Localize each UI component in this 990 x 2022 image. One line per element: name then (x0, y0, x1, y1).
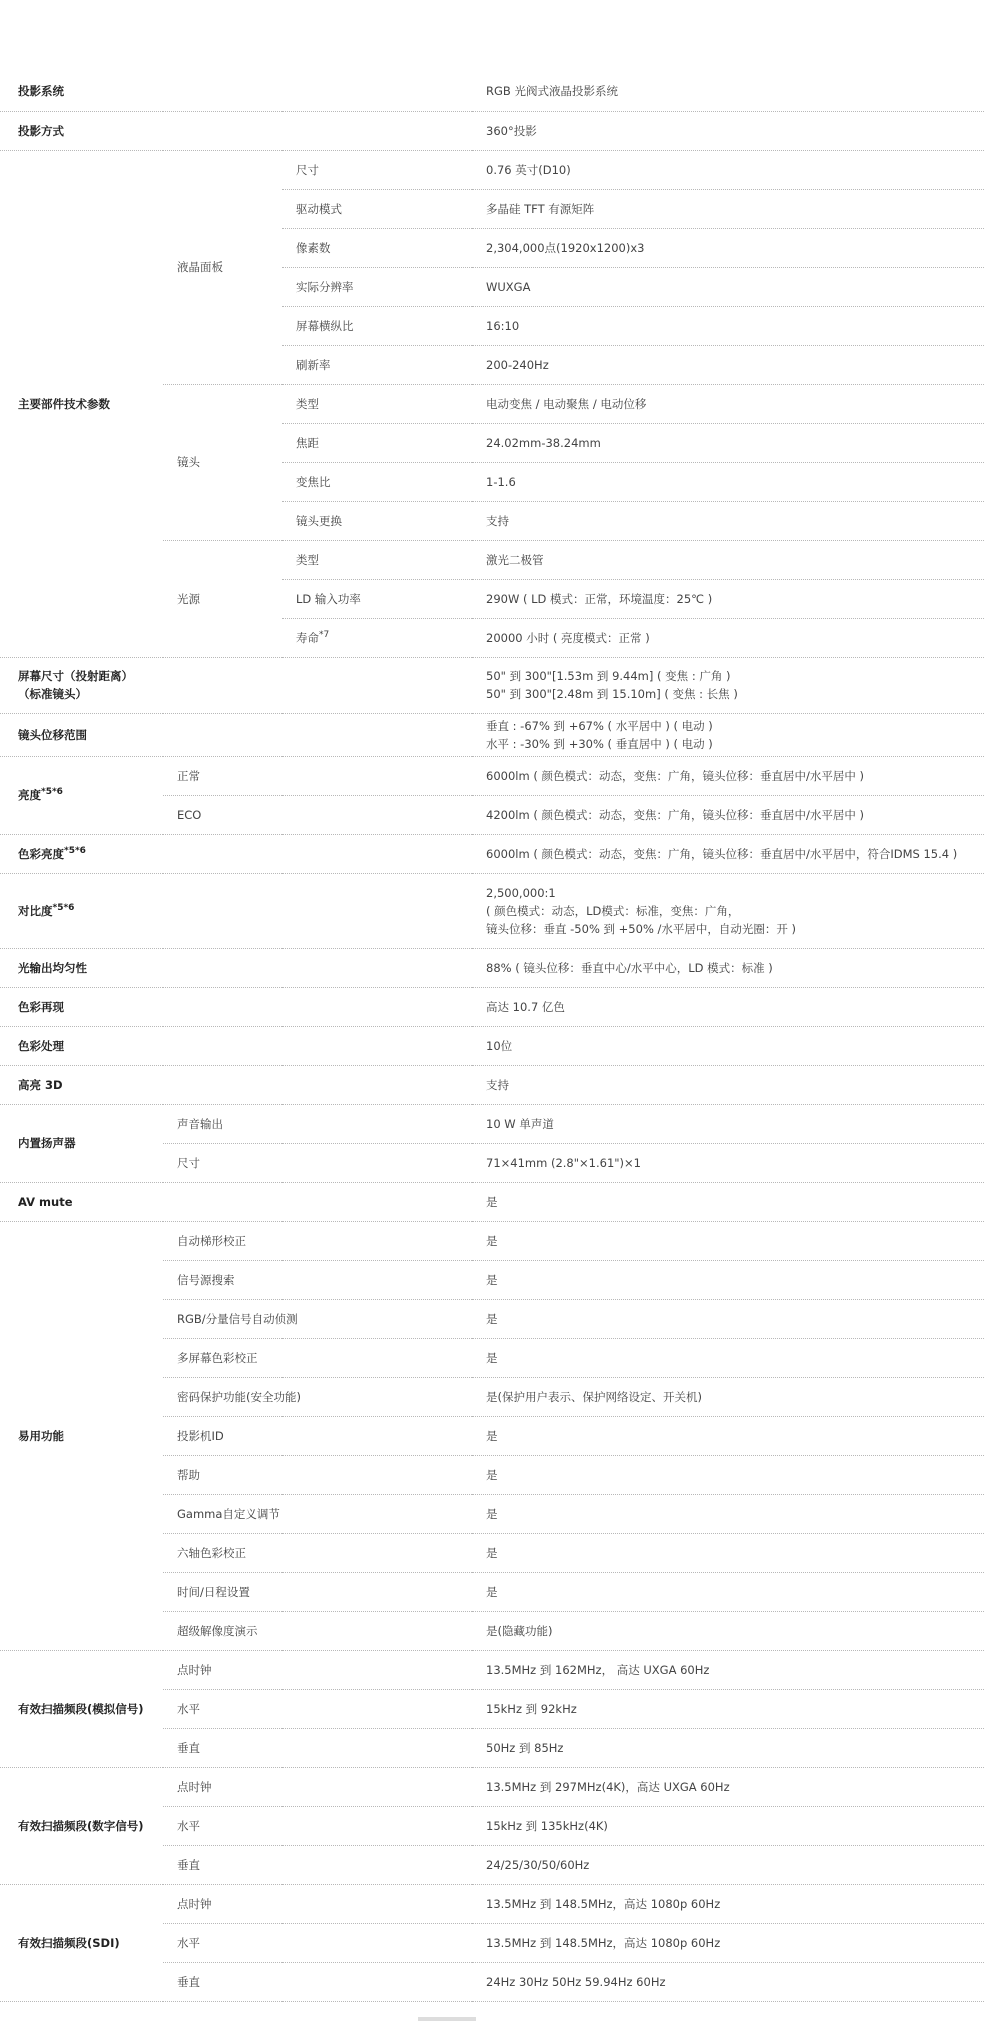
spec-text: 50" 到 300"[1.53m 到 9.44m] ( 变焦 : 广角 ) (486, 669, 731, 683)
spec-subcategory (163, 1104, 472, 1143)
spec-text: 15kHz 到 92kHz (486, 1701, 577, 1716)
spec-value (472, 1923, 984, 1962)
spec-text: 高亮 3D (18, 1077, 63, 1092)
spec-value (472, 713, 984, 756)
spec-text: RGB/分量信号自动侦测 (177, 1311, 298, 1326)
spec-text: 20000 小时 ( 亮度模式：正常 ) (486, 630, 650, 645)
spec-text: ECO (177, 807, 202, 822)
spec-row (0, 1221, 984, 1260)
spec-text: 镜头位移：垂直 -50% 到 +50% /水平居中，自动光圈：开 ) (486, 921, 797, 936)
spec-subcategory (163, 1572, 472, 1611)
spec-value (472, 1611, 984, 1650)
spec-text: 亮度 (18, 788, 41, 802)
spec-text: 液晶面板 (177, 260, 223, 274)
spec-value (472, 756, 984, 795)
spec-subcategory (163, 1689, 472, 1728)
spec-text: 是 (486, 1428, 498, 1443)
spec-value (472, 1338, 984, 1377)
spec-text: 88% ( 镜头位移：垂直中心/水平中心，LD 模式：标准 ) (486, 960, 773, 975)
spec-text: 6000lm ( 颜色模式：动态，变焦：广角，镜头位移：垂直居中/水平居中 ) (486, 768, 864, 783)
spec-category (0, 150, 163, 657)
spec-text: 焦距 (296, 435, 319, 450)
spec-text: 尺寸 (296, 162, 319, 177)
spec-text: 是 (486, 1350, 498, 1365)
spec-text: 290W ( LD 模式：正常，环境温度：25℃ ) (486, 591, 713, 606)
spec-category (0, 834, 472, 873)
spec-value (472, 579, 984, 618)
spec-value (472, 1962, 984, 2001)
spec-value (472, 1728, 984, 1767)
spec-value (472, 1650, 984, 1689)
spec-value (472, 384, 984, 423)
spec-value (472, 462, 984, 501)
spec-text: 屏幕横纵比 (296, 318, 354, 333)
spec-text: 高达 10.7 亿色 (486, 999, 565, 1014)
spec-text: 多晶硅 TFT 有源矩阵 (486, 201, 595, 216)
spec-value (472, 72, 984, 111)
spec-subcategory (163, 1494, 472, 1533)
spec-text: 激光二极管 (486, 552, 544, 567)
spec-table (0, 72, 984, 2002)
spec-item (282, 306, 472, 345)
footnote-mark: *5*6 (41, 787, 63, 798)
spec-category (0, 756, 163, 834)
spec-row (0, 713, 984, 756)
spec-subcategory (163, 1533, 472, 1572)
spec-item (282, 423, 472, 462)
spec-text: LD 输入功率 (296, 591, 361, 606)
spec-text: Gamma自定义调节 (177, 1506, 280, 1521)
spec-value (472, 1494, 984, 1533)
spec-text: 色彩再现 (18, 999, 64, 1014)
spec-text: 尺寸 (177, 1155, 200, 1170)
spec-category (0, 1884, 163, 2001)
spec-text: 支持 (486, 1077, 509, 1092)
spec-row (0, 1026, 984, 1065)
spec-text: 时间/日程设置 (177, 1584, 250, 1599)
spec-row (0, 1065, 984, 1104)
spec-value (472, 1767, 984, 1806)
spec-text: 类型 (296, 396, 319, 411)
spec-text: 投影机ID (177, 1428, 224, 1443)
footer-scroll-tab (418, 2017, 476, 2021)
spec-category (0, 1767, 163, 1884)
spec-value (472, 189, 984, 228)
spec-text: 投影方式 (18, 123, 64, 138)
spec-subcategory (163, 1299, 472, 1338)
spec-value (472, 1104, 984, 1143)
spec-value (472, 306, 984, 345)
spec-text: 内置扬声器 (18, 1136, 76, 1150)
spec-value (472, 1377, 984, 1416)
spec-text: 13.5MHz 到 297MHz(4K)，高达 UXGA 60Hz (486, 1779, 730, 1794)
spec-text: 50" 到 300"[2.48m 到 15.10m] ( 变焦 : 长焦 ) (486, 687, 738, 701)
spec-value (472, 1533, 984, 1572)
spec-text: 寿命 (296, 630, 319, 645)
spec-text: 色彩处理 (18, 1038, 64, 1053)
spec-value (472, 834, 984, 873)
spec-value (472, 228, 984, 267)
spec-text: 水平 : -30% 到 +30% ( 垂直居中 ) ( 电动 ) (486, 736, 713, 751)
spec-row (0, 756, 984, 795)
spec-text: 主要部件技术参数 (18, 396, 110, 411)
spec-subcategory (163, 540, 282, 657)
spec-text: 13.5MHz 到 148.5MHz，高达 1080p 60Hz (486, 1896, 721, 1911)
spec-category (0, 873, 472, 948)
spec-text: 超级解像度演示 (177, 1623, 258, 1638)
spec-text: 是(保护用户表示、保护网络设定、开关机) (486, 1389, 702, 1404)
footnote-mark: *5*6 (64, 845, 86, 856)
spec-text: 是 (486, 1233, 498, 1248)
spec-text: 支持 (486, 513, 509, 528)
spec-text: 是 (486, 1272, 498, 1287)
spec-text: 有效扫描频段(模拟信号) (18, 1701, 144, 1716)
spec-value (472, 1455, 984, 1494)
spec-subcategory (163, 1728, 472, 1767)
spec-item (282, 267, 472, 306)
spec-text: WUXGA (486, 279, 531, 294)
spec-text: 点时钟 (177, 1662, 212, 1677)
spec-row (0, 873, 984, 948)
spec-text: 光源 (177, 591, 200, 606)
spec-value (472, 345, 984, 384)
spec-text: 垂直 (177, 1740, 200, 1755)
spec-subcategory (163, 1806, 472, 1845)
spec-text: 投影系统 (18, 84, 64, 99)
spec-text: 水平 (177, 1701, 200, 1716)
spec-row (0, 111, 984, 150)
spec-value (472, 501, 984, 540)
spec-row (0, 948, 984, 987)
spec-item (282, 462, 472, 501)
spec-value (472, 1884, 984, 1923)
spec-text: 自动梯形校正 (177, 1233, 246, 1248)
spec-text: 是 (486, 1467, 498, 1482)
spec-row (0, 72, 984, 111)
spec-subcategory (163, 1338, 472, 1377)
spec-text: 24Hz 30Hz 50Hz 59.94Hz 60Hz (486, 1974, 666, 1989)
spec-text: 垂直 (177, 1974, 200, 1989)
spec-text: 正常 (177, 768, 200, 783)
spec-text: 200-240Hz (486, 357, 549, 372)
spec-item (282, 150, 472, 189)
spec-item (282, 579, 472, 618)
spec-category (0, 1650, 163, 1767)
spec-subcategory (163, 1416, 472, 1455)
spec-row (0, 657, 984, 713)
spec-subcategory (163, 795, 472, 834)
spec-text: 16:10 (486, 318, 520, 333)
spec-text: 屏幕尺寸（投射距离） (18, 669, 133, 683)
spec-subcategory (163, 1884, 472, 1923)
spec-row (0, 987, 984, 1026)
spec-value (472, 618, 984, 657)
spec-text: 密码保护功能(安全功能) (177, 1389, 301, 1404)
spec-value (472, 987, 984, 1026)
spec-category (0, 657, 472, 713)
spec-text: 360°投影 (486, 123, 537, 138)
spec-table-body (0, 72, 984, 2001)
spec-value (472, 150, 984, 189)
spec-item (282, 189, 472, 228)
spec-item (282, 540, 472, 579)
spec-text: 1-1.6 (486, 474, 516, 489)
spec-text: 6000lm ( 颜色模式：动态，变焦：广角，镜头位移：垂直居中/水平居中，符合IDMS 15.4 ) (486, 846, 958, 861)
spec-text: 有效扫描频段(SDI) (18, 1935, 120, 1950)
spec-subcategory (163, 1377, 472, 1416)
spec-category (0, 1182, 472, 1221)
spec-value (472, 267, 984, 306)
spec-subcategory (163, 1455, 472, 1494)
spec-row (0, 834, 984, 873)
spec-text: 类型 (296, 552, 319, 567)
spec-text: 光输出均匀性 (18, 960, 87, 975)
spec-value (472, 1065, 984, 1104)
spec-text: 垂直 : -67% 到 +67% ( 水平居中 ) ( 电动 ) (486, 718, 713, 733)
spec-text: 13.5MHz 到 162MHz， 高达 UXGA 60Hz (486, 1662, 710, 1677)
spec-value (472, 657, 984, 713)
spec-text: 实际分辨率 (296, 279, 354, 294)
spec-text: 镜头更换 (296, 513, 342, 528)
spec-text: （标准镜头） (18, 687, 87, 701)
spec-text: 0.76 英寸(D10) (486, 162, 571, 177)
spec-text: 像素数 (296, 240, 331, 255)
spec-text: 多屏幕色彩校正 (177, 1350, 258, 1365)
spec-category (0, 987, 472, 1026)
spec-text: 是(隐藏功能) (486, 1623, 553, 1638)
spec-row (0, 1104, 984, 1143)
spec-text: 水平 (177, 1818, 200, 1833)
spec-value (472, 1260, 984, 1299)
spec-value (472, 1182, 984, 1221)
spec-text: 刷新率 (296, 357, 331, 372)
spec-row (0, 1182, 984, 1221)
spec-subcategory (163, 756, 472, 795)
spec-subcategory (163, 1143, 472, 1182)
spec-value (472, 1143, 984, 1182)
spec-subcategory (163, 1962, 472, 2001)
spec-text: ( 颜色模式：动态，LD模式：标准，变焦：广角， (486, 903, 740, 918)
spec-value (472, 948, 984, 987)
spec-text: 4200lm ( 颜色模式：动态，变焦：广角，镜头位移：垂直居中/水平居中 ) (486, 807, 864, 822)
spec-text: 点时钟 (177, 1896, 212, 1911)
spec-text: 50Hz 到 85Hz (486, 1740, 564, 1755)
spec-text: 是 (486, 1311, 498, 1326)
spec-text: 镜头位移范围 (18, 727, 87, 742)
spec-text: 有效扫描频段(数字信号) (18, 1818, 144, 1833)
spec-item (282, 501, 472, 540)
spec-text: 10 W 单声道 (486, 1116, 554, 1131)
spec-value (472, 1416, 984, 1455)
spec-value (472, 1845, 984, 1884)
spec-subcategory (163, 1845, 472, 1884)
spec-value (472, 423, 984, 462)
spec-value (472, 1299, 984, 1338)
spec-category (0, 1026, 472, 1065)
spec-text: 声音输出 (177, 1116, 223, 1131)
spec-text: 71×41mm (2.8"×1.61")×1 (486, 1155, 641, 1170)
spec-text: 对比度 (18, 903, 53, 918)
spec-row (0, 150, 984, 189)
spec-text: 六轴色彩校正 (177, 1545, 246, 1560)
spec-item (282, 618, 472, 657)
spec-text: 水平 (177, 1935, 200, 1950)
spec-text: 10位 (486, 1038, 513, 1053)
spec-text: 是 (486, 1584, 498, 1599)
spec-item (282, 345, 472, 384)
spec-subcategory (163, 150, 282, 384)
spec-value (472, 1689, 984, 1728)
spec-subcategory (163, 384, 282, 540)
spec-value (472, 111, 984, 150)
spec-text: 24/25/30/50/60Hz (486, 1857, 590, 1872)
spec-text: 镜头 (177, 455, 200, 469)
spec-value (472, 1221, 984, 1260)
spec-category (0, 1065, 472, 1104)
spec-text: 易用功能 (18, 1428, 64, 1443)
spec-text: RGB 光阀式液晶投影系统 (486, 84, 618, 99)
spec-subcategory (163, 1767, 472, 1806)
spec-value (472, 873, 984, 948)
spec-text: 垂直 (177, 1857, 200, 1872)
spec-subcategory (163, 1650, 472, 1689)
spec-subcategory (163, 1611, 472, 1650)
spec-text: 是 (486, 1194, 498, 1209)
footnote-mark: *7 (319, 629, 330, 640)
spec-text: 13.5MHz 到 148.5MHz，高达 1080p 60Hz (486, 1935, 721, 1950)
spec-text: 是 (486, 1545, 498, 1560)
spec-text: 色彩亮度 (18, 846, 64, 861)
spec-text: 2,500,000:1 (486, 885, 556, 900)
spec-category (0, 72, 472, 111)
spec-text: 变焦比 (296, 474, 331, 489)
spec-row (0, 1884, 984, 1923)
spec-category (0, 1221, 163, 1650)
spec-item (282, 384, 472, 423)
spec-text: 是 (486, 1506, 498, 1521)
spec-category (0, 111, 472, 150)
spec-text: 驱动模式 (296, 201, 342, 216)
spec-subcategory (163, 1260, 472, 1299)
spec-value (472, 540, 984, 579)
spec-category (0, 1104, 163, 1182)
spec-item (282, 228, 472, 267)
footnote-mark: *5*6 (52, 902, 75, 913)
spec-value (472, 795, 984, 834)
spec-text: AV mute (18, 1194, 73, 1209)
spec-text: 帮助 (177, 1467, 200, 1482)
spec-row (0, 1650, 984, 1689)
spec-text: 15kHz 到 135kHz(4K) (486, 1818, 608, 1833)
spec-category (0, 948, 472, 987)
spec-text: 2,304,000点(1920x1200)x3 (486, 240, 645, 255)
spec-subcategory (163, 1923, 472, 1962)
spec-text: 24.02mm-38.24mm (486, 435, 601, 450)
spec-value (472, 1572, 984, 1611)
spec-text: 点时钟 (177, 1779, 212, 1794)
spec-value (472, 1026, 984, 1065)
spec-row (0, 1767, 984, 1806)
spec-text: 电动变焦 / 电动聚焦 / 电动位移 (486, 396, 647, 411)
spec-value (472, 1806, 984, 1845)
spec-subcategory (163, 1221, 472, 1260)
spec-category (0, 713, 472, 756)
spec-text: 信号源搜索 (177, 1272, 235, 1287)
